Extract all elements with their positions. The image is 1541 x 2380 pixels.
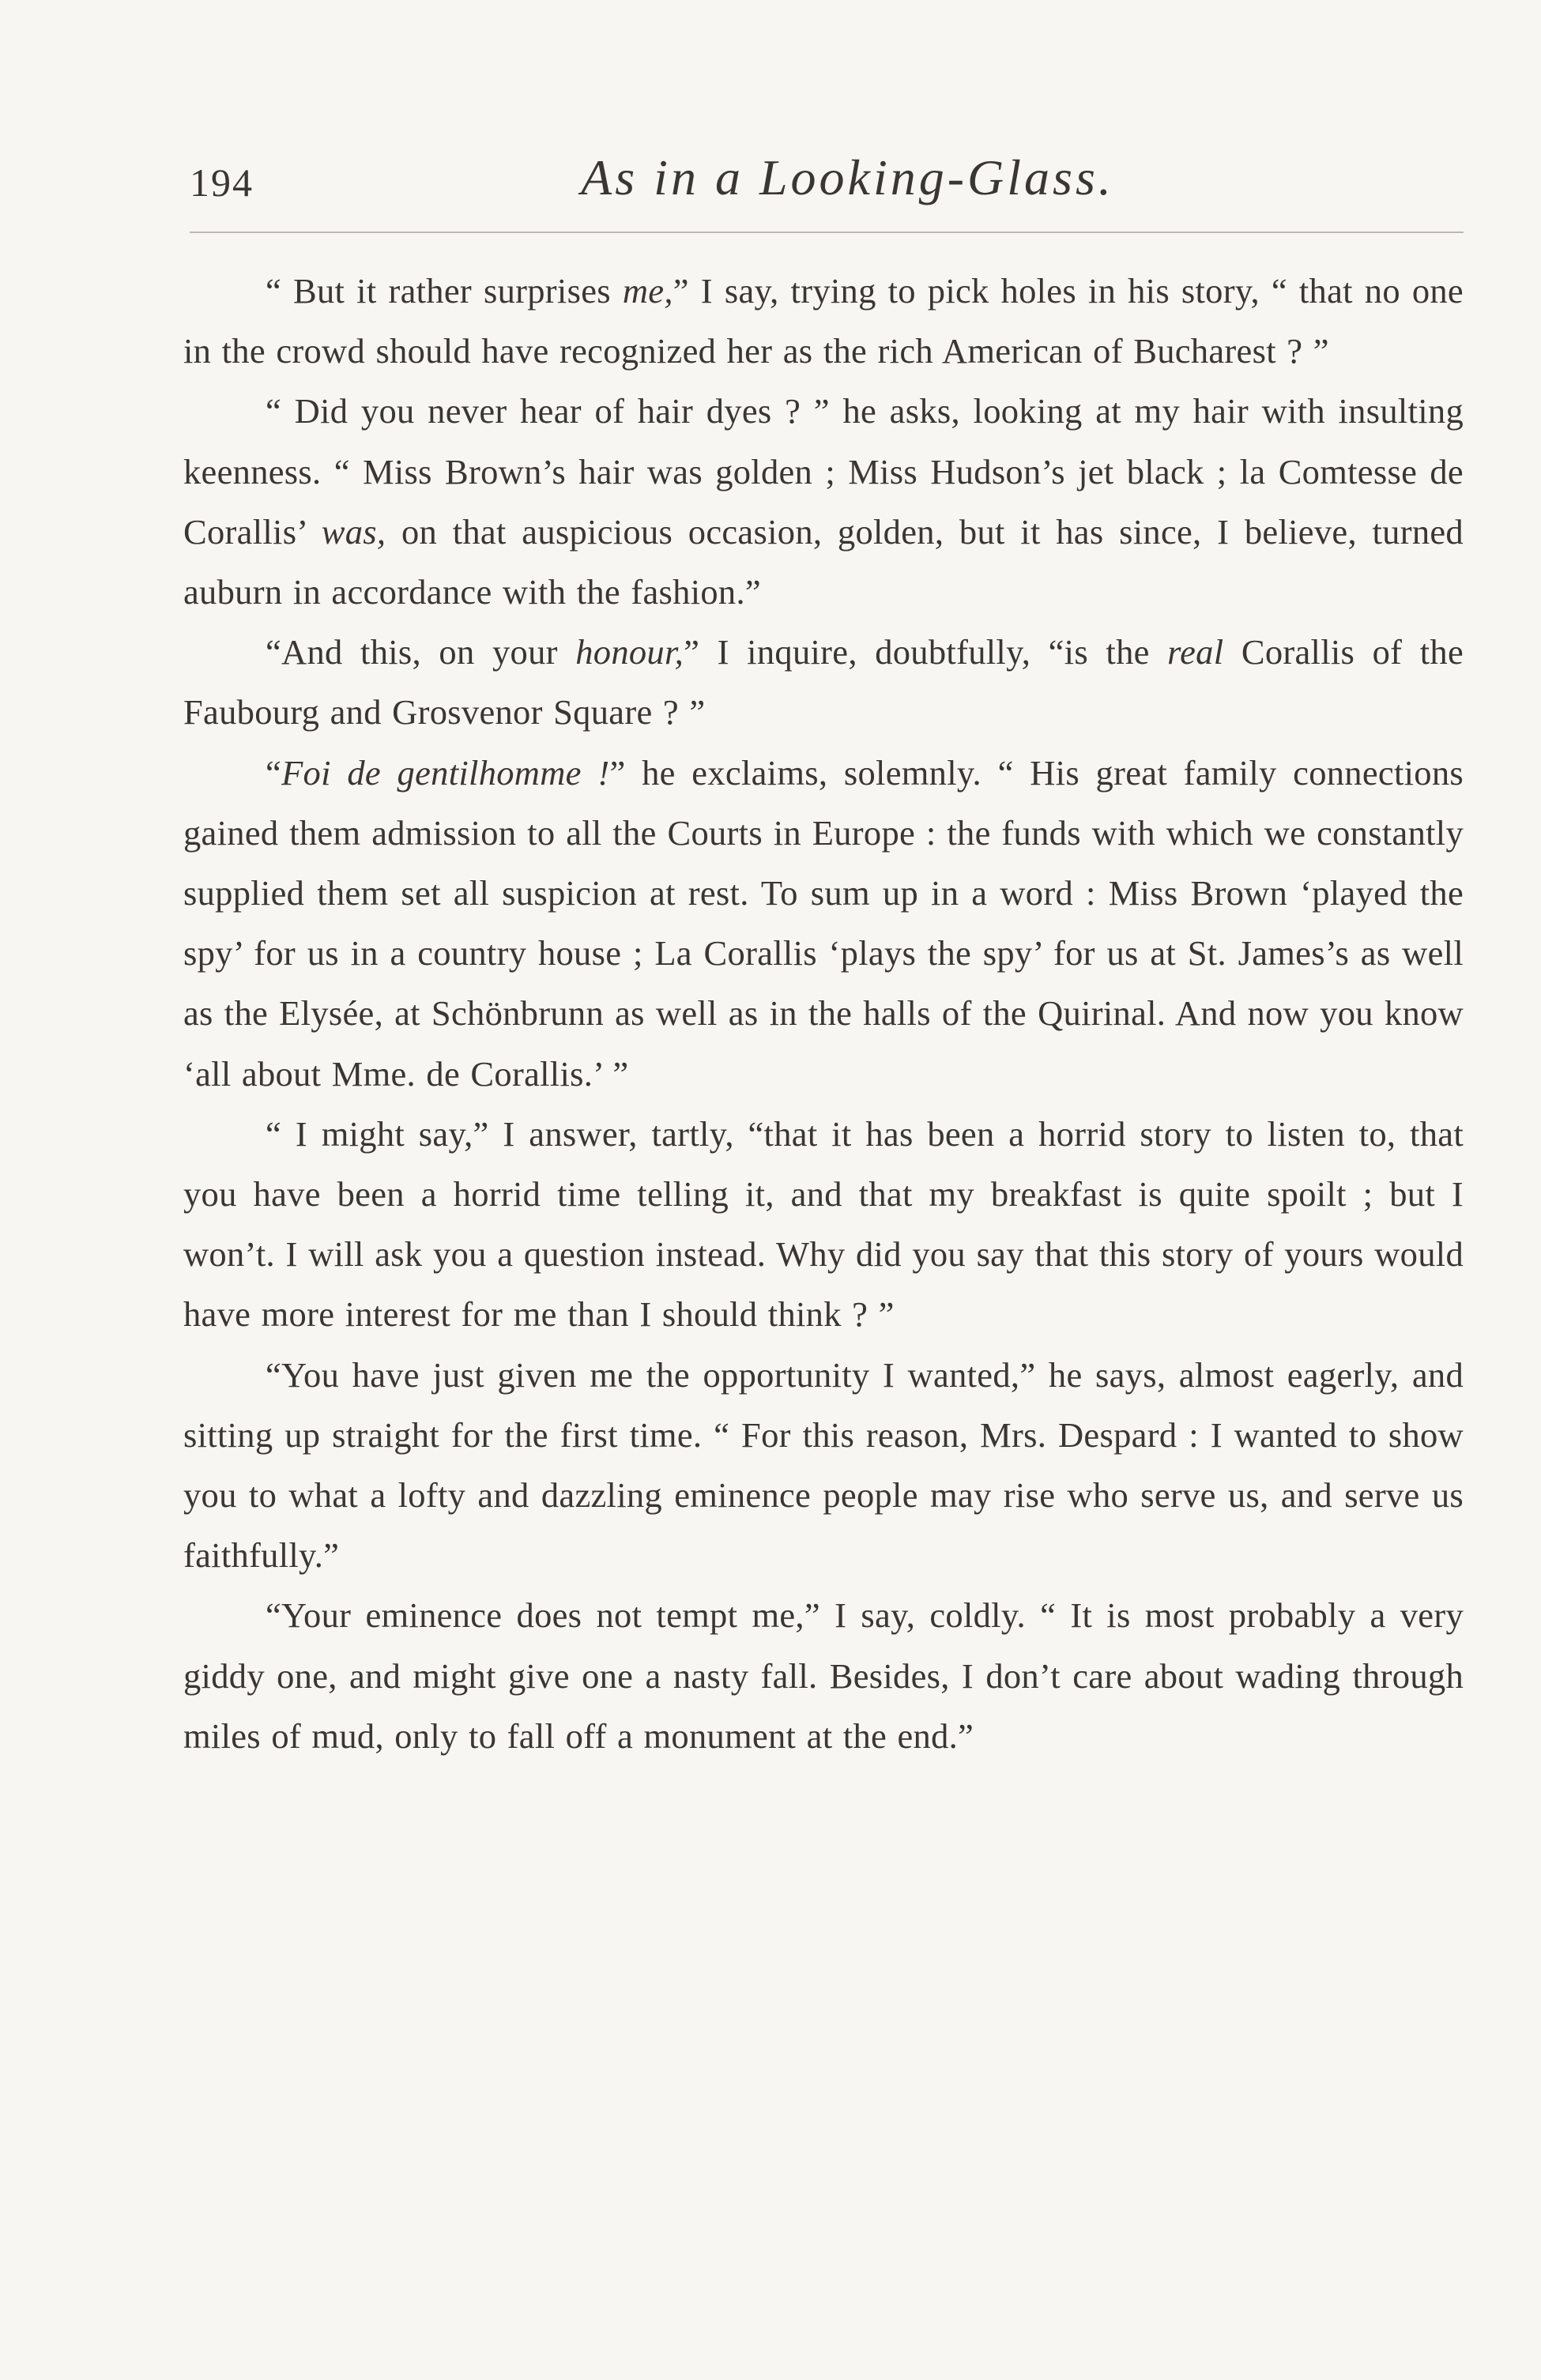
paragraph [183, 743, 1464, 1104]
paragraph [183, 381, 1464, 622]
italic-text: real [1167, 632, 1224, 672]
paragraph [183, 1104, 1464, 1345]
text-run: “ [266, 752, 282, 793]
body-text [183, 261, 1464, 1766]
italic-text: was, [321, 511, 386, 552]
italic-text: Foi de gentilhomme ! [281, 752, 610, 793]
text-run: Corallis of the Faubourg and Grosvenor Square ? ” [183, 632, 1464, 732]
text-run: “ Did you never hear of hair dyes ? ” he asks, looking at my hair with insulting keenness. “ Miss Brown’s hair was golden ; Miss Hudson’s jet black ; la Comtesse de Corallis’ [183, 391, 1464, 552]
running-title: As in a Looking-Glass. [581, 149, 1114, 205]
text-run: on that auspicious occasion, golden, but it has since, I believe, turned auburn in accordance with the fashion.” [183, 511, 1464, 612]
text-run: “ I might say,” I answer, tartly, “that it has been a horrid story to listen to, that you have been a horrid time telling it, and that my breakfast is quite spoilt ; but I won’t. I will ask you a question instead. Why did you say that this story of yours would have more interest for me than I should think ? ” [183, 1113, 1464, 1335]
text-run: ” I inquire, doubtfully, “is the [684, 632, 1168, 672]
paragraph [183, 261, 1464, 381]
italic-text: honour, [575, 632, 684, 672]
text-run: “ But it rather surprises [266, 271, 623, 311]
text-run: “Your eminence does not tempt me,” I say, coldly. “ It is most probably a very giddy one, and might give one a nasty fall. Besides, I don’t care about wading through miles of mud, only to fall off a monument at the end.” [183, 1595, 1464, 1756]
page-number: 194 [190, 160, 254, 205]
text-run: “And this, on your [266, 632, 576, 672]
text-run: ” he exclaims, solemnly. “ His great family connections gained them admission to all the Courts in Europe : the funds with which we constantly supplied them set all suspicion at rest. To sum up in a word : Miss Brown ‘played the spy’ for us in a country house ; La Corallis ‘plays the spy’ for us at St. James’s as well as the Elysée, at Schönbrunn as well as in the halls of the Quirinal. And now you know ‘all about Mme. de Corallis.’ ” [183, 752, 1464, 1094]
text-run: ” I say, trying to pick holes in his story, “ that no one in the crowd should have recognized her as the rich American of Bucharest ? ” [183, 271, 1464, 371]
page-header [182, 142, 1466, 229]
italic-text: me, [622, 271, 673, 311]
text-run: “You have just given me the opportunity I wanted,” he says, almost eagerly, and sitting up straight for the first time. “ For this reason, Mrs. Despard : I wanted to show you to what a lofty and dazzling eminence people may rise who serve us, and serve us faithfully.” [183, 1354, 1464, 1576]
paragraph [183, 622, 1464, 742]
header-rule [190, 232, 1464, 233]
paragraph [183, 1345, 1464, 1586]
paragraph [183, 1585, 1464, 1766]
